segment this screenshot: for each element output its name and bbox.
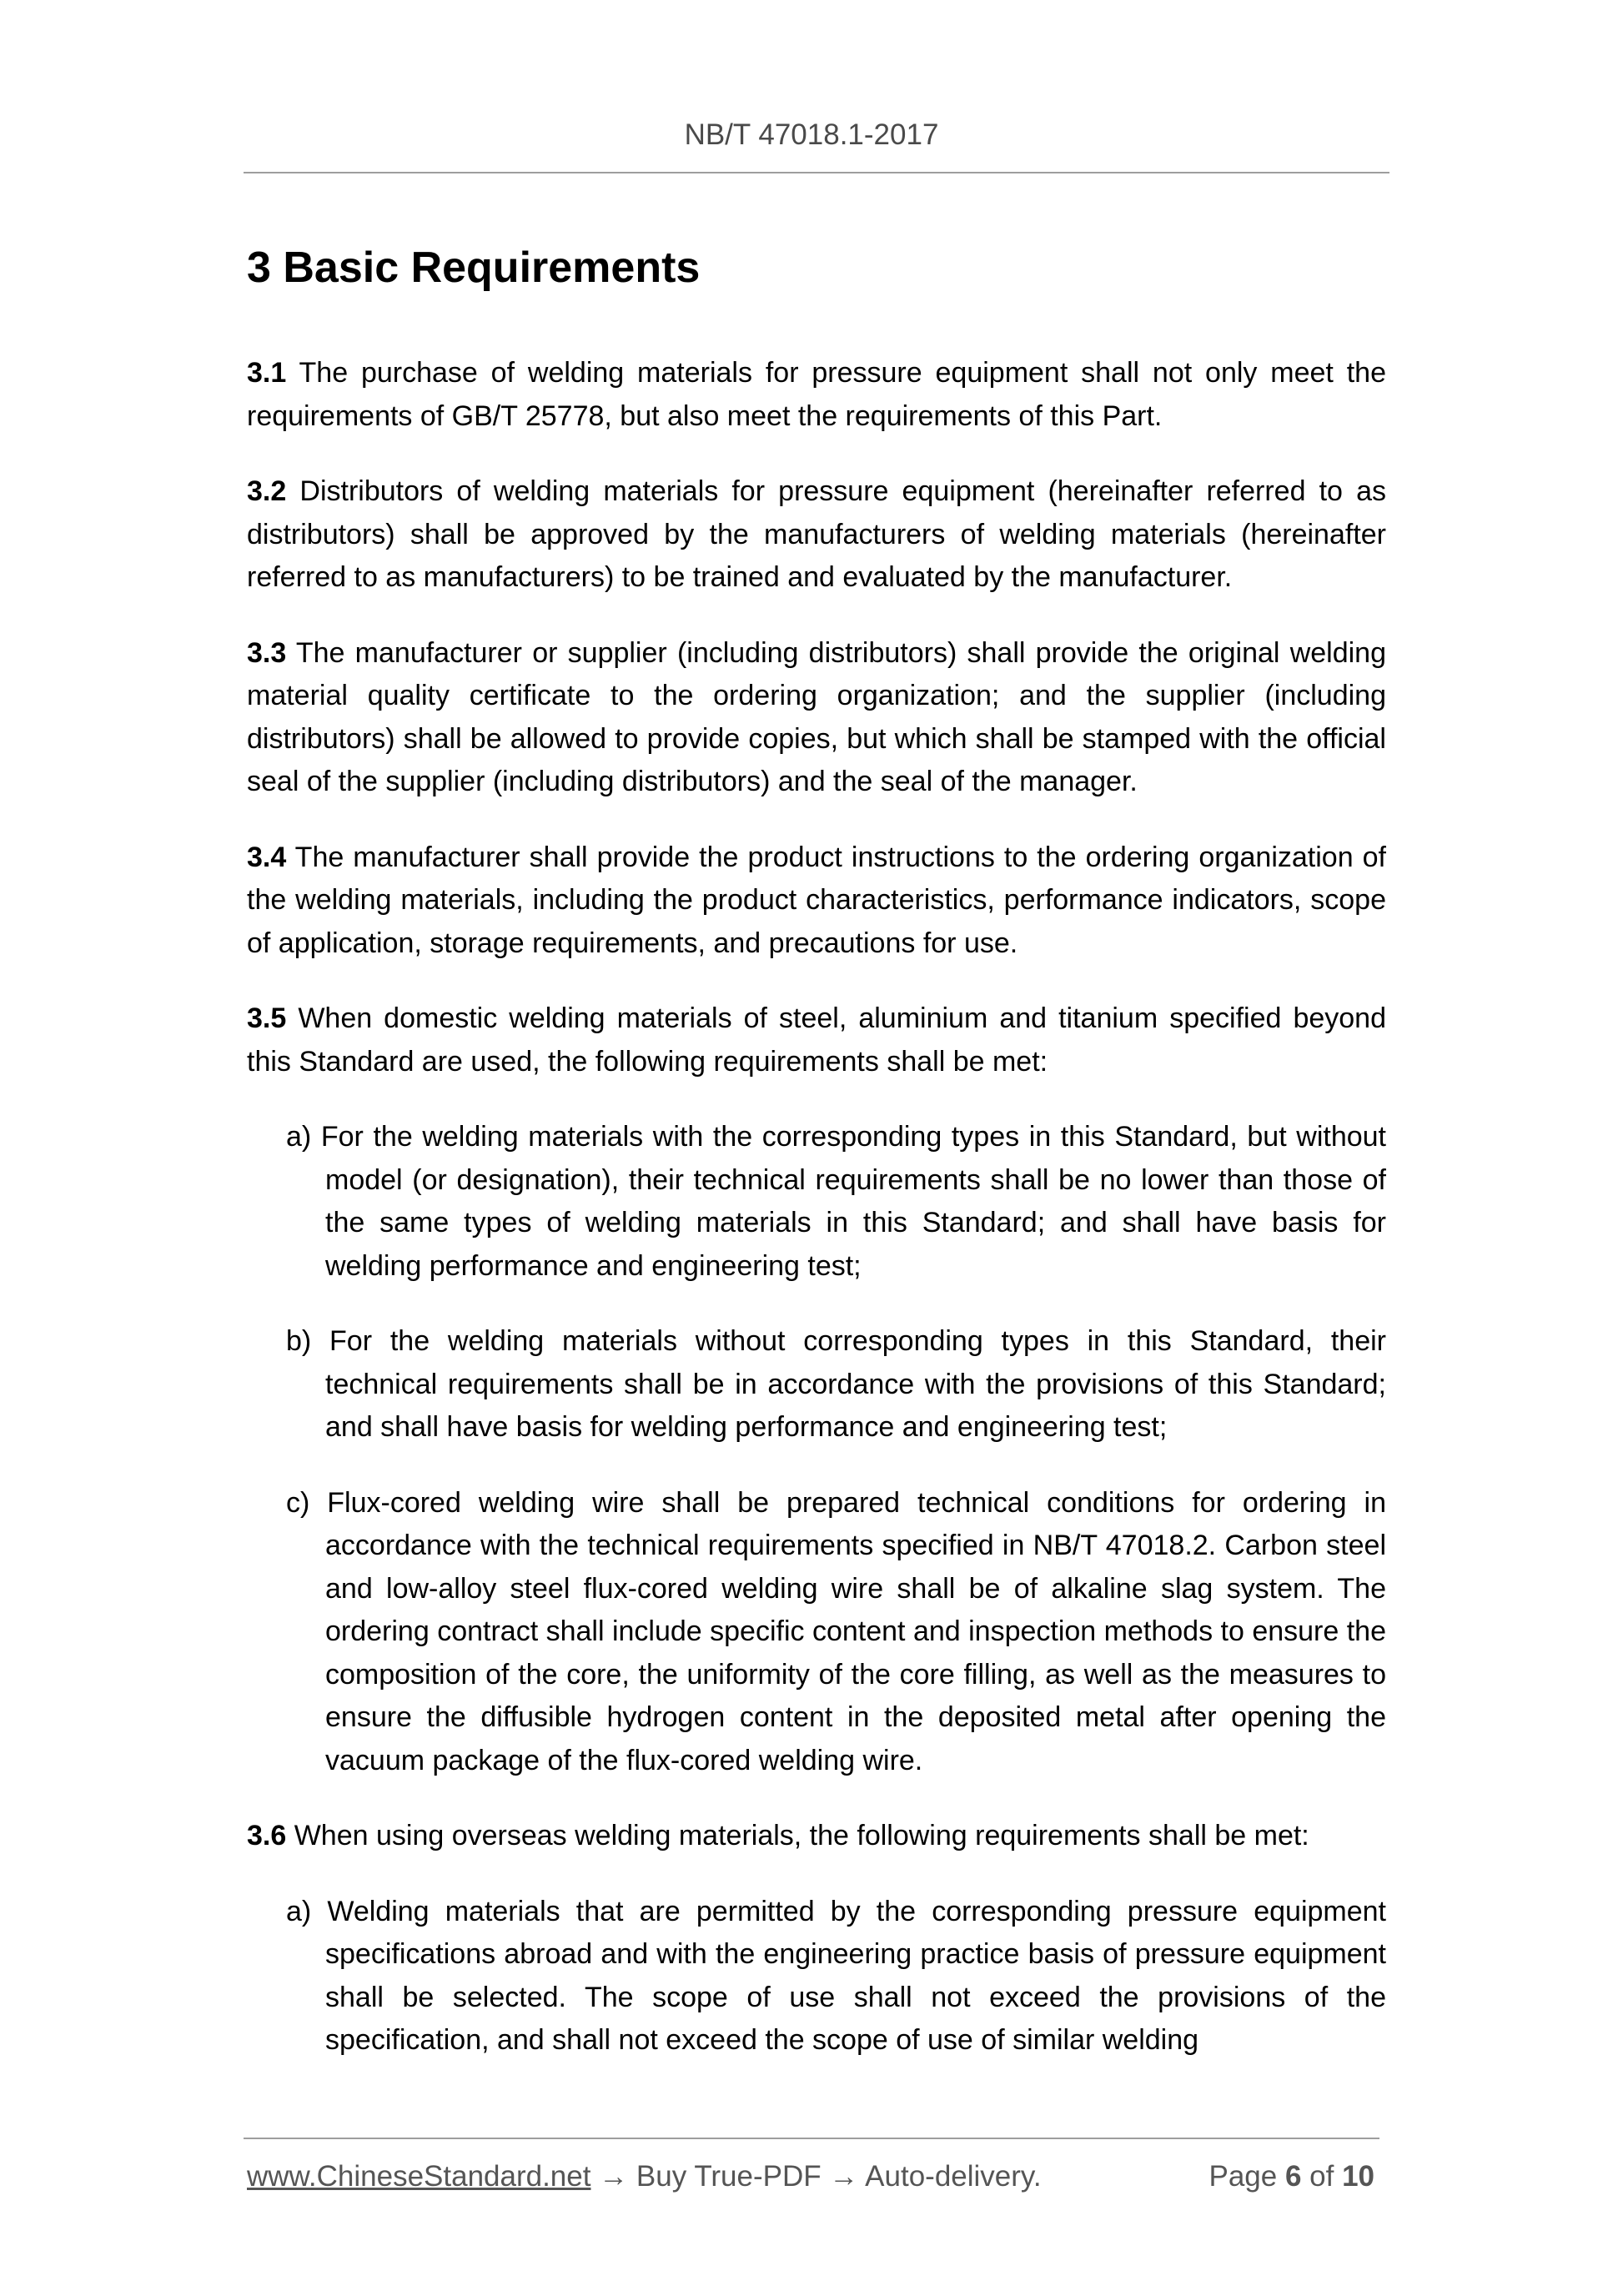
clause-text: When domestic welding materials of steel, aluminium and titanium specified beyond this Standard are used, the following requirements shall be met: [247, 1002, 1386, 1078]
of-label: of [1301, 2160, 1343, 2193]
clause-number: 3.4 [247, 841, 287, 873]
header-divider [244, 172, 1389, 173]
list-item-3-5-a: a) For the welding materials with the corresponding types in this Standard, but without model (or designation), their technical requirements shall be no lower than those of the same types of welding materials in this Standard; and shall have basis for welding performance and engineering test; [286, 1121, 1386, 1282]
clause-3-1 [247, 352, 1386, 438]
section-title: 3 Basic Requirements [247, 244, 701, 292]
clause-text: The purchase of welding materials for pressure equipment shall not only meet the requirements of GB/T 25778, but also meet the requirements of this Part. [247, 357, 1386, 432]
clause-3-5 [247, 997, 1386, 1083]
page-content [247, 234, 1386, 2095]
website-link[interactable]: www.ChineseStandard.net [247, 2160, 591, 2193]
clause-text: The manufacturer or supplier (including distributors) shall provide the original welding material quality certificate to the ordering organization; and the supplier (including distributors) shall be allowed to provide copies, but which shall be stamped with the official seal of the supplier (including distributors) and the seal of the manager. [247, 636, 1386, 797]
clause-text: The manufacturer shall provide the product instructions to the ordering organization of the welding materials, including the product characteristics, performance indicators, scope of application, storage requirements, and precautions for use. [247, 841, 1386, 959]
clause-3-6 [247, 1815, 1386, 1858]
running-header: NB/T 47018.1-2017 [684, 118, 939, 151]
clause-3-3 [247, 632, 1386, 804]
clause-number: 3.5 [247, 1002, 287, 1034]
list-item-3-6-a: a) Welding materials that are permitted by the corresponding pressure equipment specifications abroad and with the engineering practice basis of pressure equipment shall be selected. The scope of use shall not exceed the provisions of the specification, and shall not exceed the scope of use of similar welding [286, 1895, 1386, 2056]
footer-divider [244, 2138, 1379, 2139]
list-item-3-5-c: c) Flux-cored welding wire shall be prepared technical conditions for ordering in accordance with the technical requirements specified in NB/T 47018.2. Carbon steel and low-alloy steel flux-cored welding wire shall be of alkaline slag system. The ordering contract shall include specific content and inspection methods to ensure the composition of the core, the uniformity of the core filling, as well as the measures to ensure the diffusible hydrogen content in the deposited metal after opening the vacuum package of the flux-cored welding wire. [286, 1486, 1386, 1776]
clause-number: 3.2 [247, 475, 287, 507]
current-page-number: 6 [1284, 2160, 1302, 2193]
clause-3-4 [247, 837, 1386, 966]
total-pages-number: 10 [1342, 2160, 1374, 2193]
clause-number: 3.3 [247, 636, 287, 669]
clause-number: 3.6 [247, 1820, 287, 1851]
page-footer [247, 2158, 1386, 2196]
footer-left [247, 2158, 1042, 2196]
page-indicator [1208, 2158, 1374, 2196]
clause-text: Distributors of welding materials for pressure equipment (hereinafter referred to as distributors) shall be approved by the manufacturers of welding materials (hereinafter referred to as manufacturers) to be trained and evaluated by the manufacturer. [247, 475, 1386, 593]
footer-tagline: → Buy True-PDF → Auto-delivery. [590, 2160, 1042, 2193]
clause-3-2 [247, 470, 1386, 600]
list-item-3-5-b: b) For the welding materials without corresponding types in this Standard, their technical requirements shall be in accordance with the provisions of this Standard; and shall have basis for welding performance and engineering test; [286, 1325, 1386, 1443]
clause-text: When using overseas welding materials, the following requirements shall be met: [286, 1820, 1309, 1851]
clause-number: 3.1 [247, 357, 287, 389]
page-label: Page [1208, 2160, 1285, 2193]
